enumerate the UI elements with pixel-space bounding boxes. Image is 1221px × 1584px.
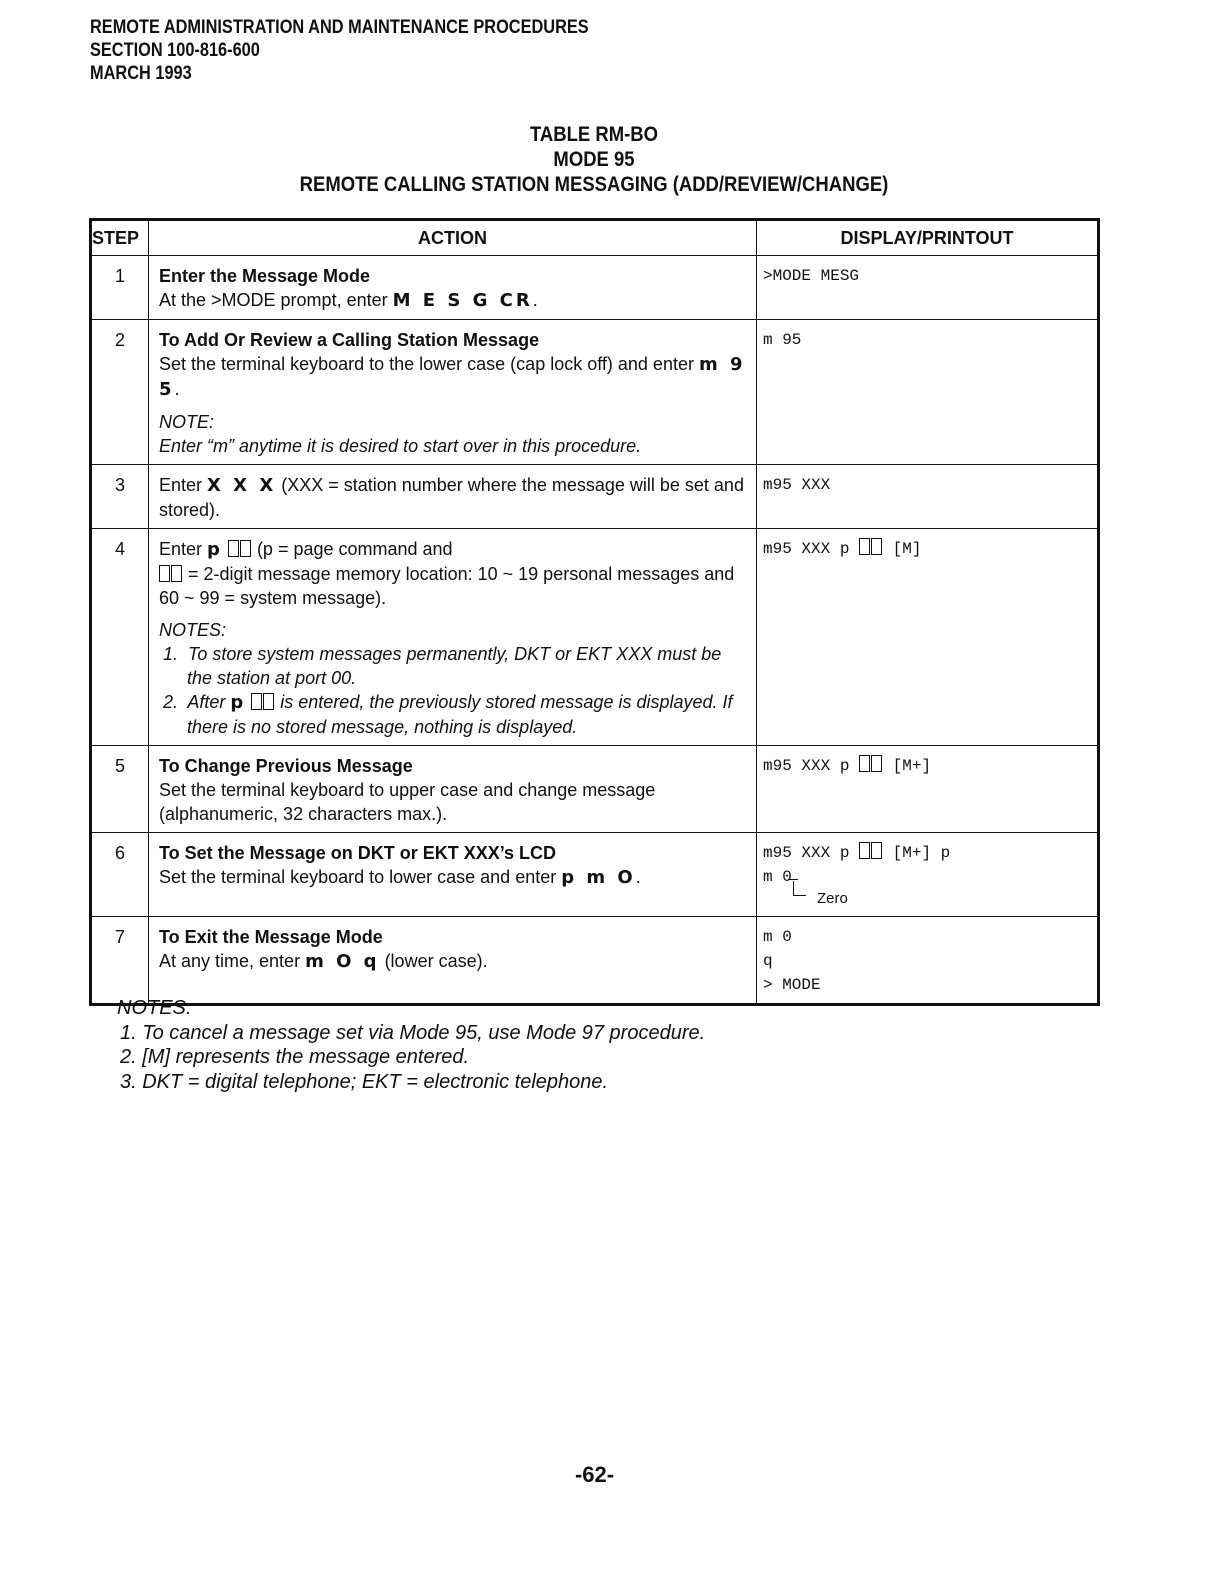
column-header-display: DISPLAY/PRINTOUT [757,220,1099,256]
table-row [91,833,1099,917]
digit-box-icon [871,538,882,555]
digit-box-icon [159,565,170,582]
zero-label: Zero [817,890,848,907]
display-cell [757,256,1099,320]
digit-box-icon [859,538,870,555]
notes-list [159,642,746,739]
action-text-pre: Set the terminal keyboard to lower case and enter [159,867,562,887]
display-line [763,754,1091,778]
table-header-row [91,220,1099,256]
action-cell [149,256,757,320]
action-text-line2 [159,562,746,610]
digit-box-icon [228,540,239,557]
action-text: Set the terminal keyboard to upper case and change message (alphanumeric, 32 characters max.). [159,780,656,824]
action-cell [149,529,757,746]
action-text-post: . [532,290,538,310]
key-sequence: p [230,692,247,713]
footnote-item: 3. DKT = digital telephone; EKT = electronic telephone. [120,1070,609,1093]
note-text: To store system messages permanently, DKT or EKT XXX must be the station at port 00. [187,644,722,688]
action-text-cont: = 2-digit message memory location: 10 ~ 19 personal messages and 60 ~ 99 = system message). [159,564,735,608]
action-cell [149,917,757,1005]
step-number: 1 [91,256,149,320]
header-line-1: REMOTE ADMINISTRATION AND MAINTENANCE PROCEDURES [90,17,589,38]
table-row [91,465,1099,529]
note-text: Enter “m” anytime it is desired to start over in this procedure. [159,436,642,456]
footnote-item: 2. [M] represents the message entered. [120,1046,470,1068]
display-text-pre: m95 XXX p [763,540,850,558]
table-row [91,256,1099,320]
display-line: > MODE [763,976,821,994]
key-sequence: m 9 5 [159,354,746,400]
action-cell [149,833,757,917]
action-cell [149,320,757,465]
action-text [159,949,746,974]
action-text-post: (XXX = station number where the message will be set and stored). [159,475,744,520]
action-text [159,537,746,562]
key-sequence: m O q [305,951,380,972]
table-row [91,320,1099,465]
digit-box-icon [859,755,870,772]
action-text-pre: Set the terminal keyboard to the lower case (cap lock off) and enter [159,354,699,374]
callout-tick-icon [788,879,798,880]
digit-box-icon [859,842,870,859]
display-cell [757,320,1099,465]
action-title: To Exit the Message Mode [159,927,383,947]
display-cell [757,529,1099,746]
footnotes-list [117,1021,705,1095]
digit-box-icon [263,693,274,710]
note-number: 2. [163,692,179,712]
action-text-post: . [174,379,180,399]
note-text-pre: After [187,692,231,712]
column-header-step: STEP [91,220,149,256]
display-text-post: [M] [883,540,922,558]
display-line: m95 XXX [763,476,831,494]
action-text-post: . [635,867,641,887]
action-text-pre: At any time, enter [159,951,306,971]
display-line: m 0 [763,868,792,886]
display-cell [757,917,1099,1005]
action-title: To Change Previous Message [159,756,413,776]
key-sequence: X X X [207,475,277,496]
table-title [90,122,1098,197]
header-line-2: SECTION 100-816-600 [90,40,260,61]
digit-box-icon [251,693,262,710]
display-text-pre: m95 XXX p [763,757,850,775]
action-title: To Set the Message on DKT or EKT XXX’s LCD [159,843,557,863]
step-number: 5 [91,746,149,833]
display-line: q [763,952,773,970]
zero-callout [763,889,1091,909]
table-row [91,529,1099,746]
step-number: 2 [91,320,149,465]
page-number: -62- [574,1462,615,1487]
action-text-pre: Enter [159,539,208,559]
note-number: 1. [163,644,179,664]
display-text-post: [M+] p [883,844,951,862]
step-number: 4 [91,529,149,746]
footnotes [117,996,705,1094]
action-cell [149,465,757,529]
footnote-item: 1. To cancel a message set via Mode 95, use Mode 97 procedure. [120,1021,706,1044]
key-sequence: p [207,539,223,560]
column-header-action: ACTION [149,220,757,256]
key-sequence: p m O [561,867,636,888]
callout-bracket-icon [793,881,806,896]
display-cell [757,465,1099,529]
step-number: 7 [91,917,149,1005]
display-text-pre: m95 XXX p [763,844,850,862]
digit-box-icon [871,842,882,859]
notes-label: NOTES: [159,620,227,640]
action-text-pre: At the >MODE prompt, enter [159,290,393,310]
display-line [763,841,1091,865]
display-line: >MODE MESG [763,267,860,285]
table-row [91,746,1099,833]
title-line-3: REMOTE CALLING STATION MESSAGING (ADD/REVIEW/CHANGE) [299,173,889,196]
title-line-2: MODE 95 [553,148,635,171]
step-number: 6 [91,833,149,917]
action-text [159,352,746,402]
display-line [763,537,1091,561]
display-cell [757,833,1099,917]
procedure-table [89,218,1100,1006]
action-text [159,473,746,522]
display-text-post: [M+] [883,757,932,775]
action-text [159,865,746,890]
display-line: m 95 [763,331,802,349]
action-cell [149,746,757,833]
note-item [163,642,746,690]
action-text-pre: Enter [159,475,208,495]
digit-box-icon [240,540,251,557]
note-text: is entered, the previously stored message is displayed. If there is no stored message, nothing is displayed. [187,692,733,737]
digit-box-icon [871,755,882,772]
action-title: To Add Or Review a Calling Station Message [159,330,540,350]
title-line-1: TABLE RM-BO [530,123,658,146]
table-row [91,917,1099,1005]
footnotes-label: NOTES: [117,997,192,1019]
digit-box-icon [171,565,182,582]
note-item [163,690,746,739]
header-line-3: MARCH 1993 [90,63,192,84]
display-cell [757,746,1099,833]
note-label: NOTE: [159,412,215,432]
action-title: Enter the Message Mode [159,266,371,286]
action-text-mid: (p = page command and [251,539,453,559]
display-line: m 0 [763,928,792,946]
action-text [159,288,746,313]
step-number: 3 [91,465,149,529]
key-sequence: M E S G CR [392,290,533,311]
document-header [90,16,589,85]
action-text-post: (lower case). [379,951,488,971]
